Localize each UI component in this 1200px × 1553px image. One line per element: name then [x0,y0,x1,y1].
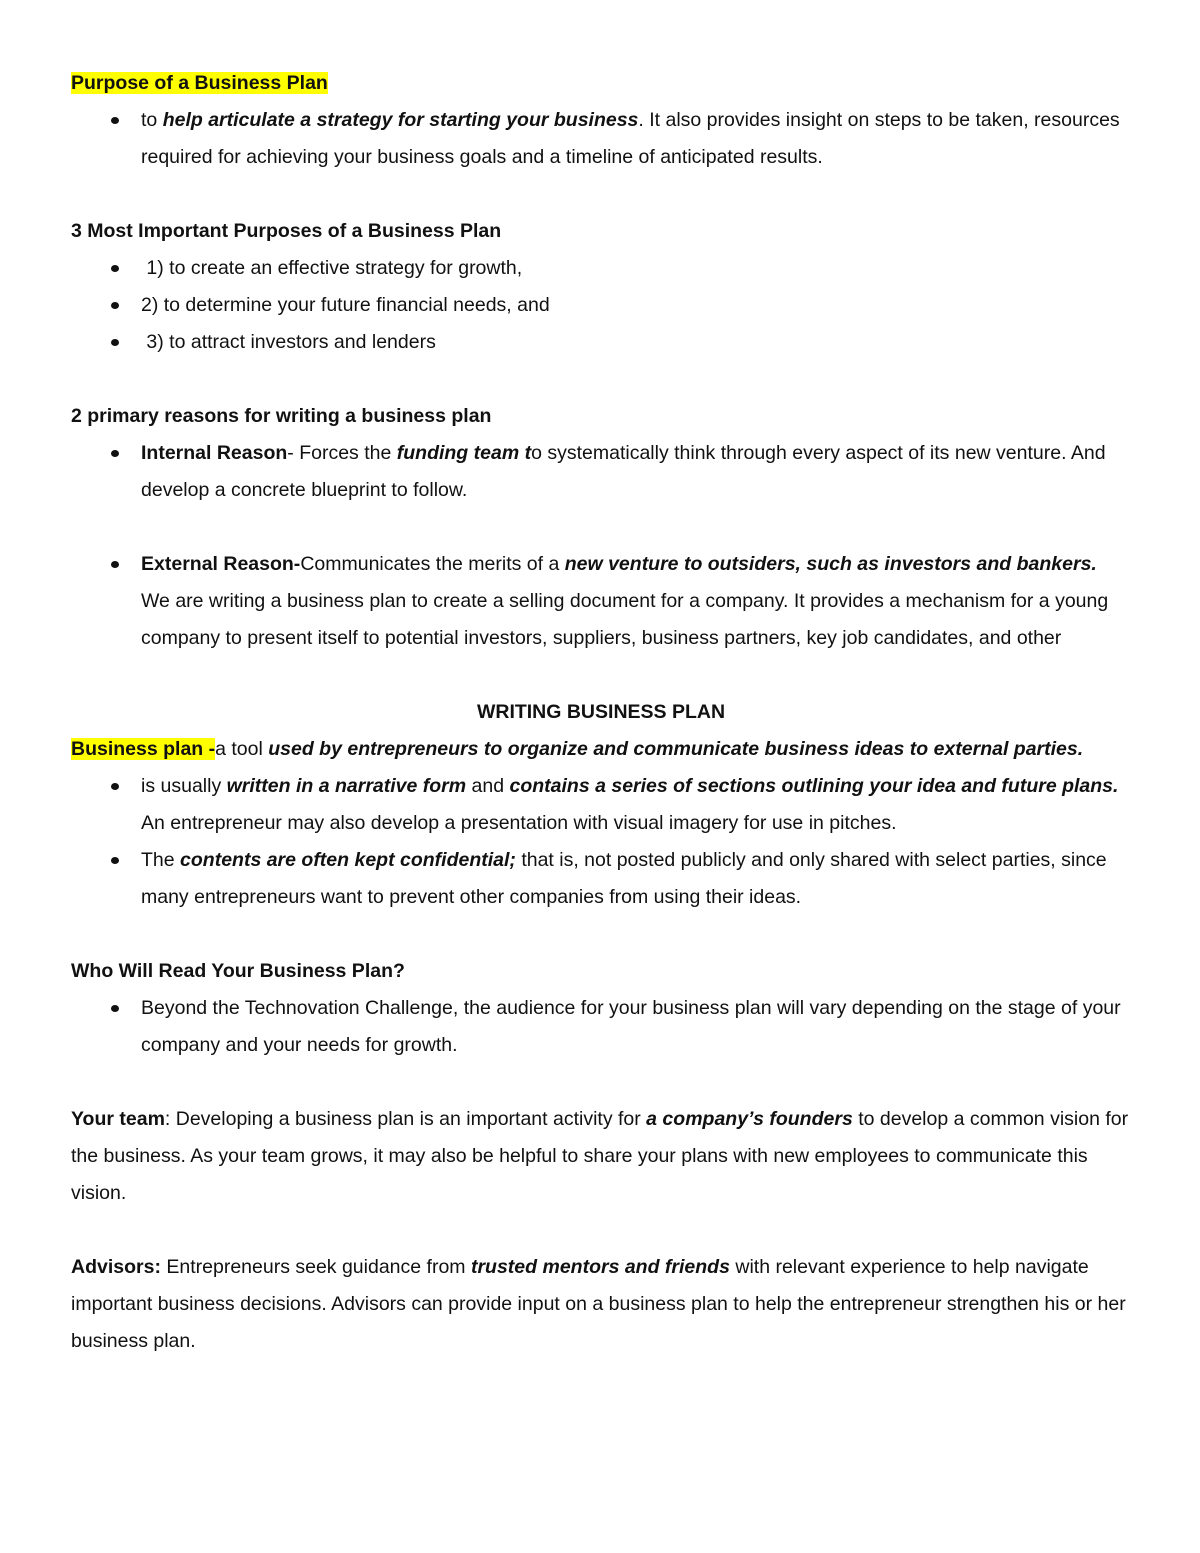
purpose-heading: Purpose of a Business Plan [71,72,328,94]
list-item: is usually written in a narrative form and contains a series of sections outlining your idea and future plans. An entrepreneur may also develop a presentation with visual imagery for use in pitches. [71,768,1131,842]
bullet-icon [111,857,119,864]
three-purposes-heading: 3 Most Important Purposes of a Business Plan [71,220,502,242]
list-item: 2) to determine your future financial needs, and [71,287,1131,324]
list-item-external-reason: External Reason-Communicates the merits of a new venture to outsiders, such as investors and bankers. We are writing a business plan to create a selling document for a company. It provides a mechanism for a young company to present itself to potential investors, suppliers, business partners, key job candidates, and other [71,546,1131,657]
bullet-icon [111,339,119,346]
who-list [71,990,1131,1064]
bullet-icon [111,302,119,309]
bullet-icon [111,265,119,272]
advisors-paragraph: Advisors: Entrepreneurs seek guidance from trusted mentors and friends with relevant experience to help navigate important business decisions. Advisors can provide input on a business plan to help the entrepreneur strengthen his or her business plan. [71,1256,1126,1352]
bullet-icon [111,1005,119,1012]
writing-list [71,768,1131,916]
document-page [71,65,1131,1360]
bullet-icon [111,561,119,568]
bullet-icon [111,783,119,790]
two-reasons-list-2 [71,546,1131,657]
writing-title: WRITING BUSINESS PLAN [476,701,726,723]
list-item: Beyond the Technovation Challenge, the audience for your business plan will vary depending on the stage of your company and your needs for growth. [71,990,1131,1064]
bullet-icon [111,117,119,124]
list-item: The contents are often kept confidential; that is, not posted publicly and only shared with select parties, since many entrepreneurs want to prevent other companies from using their ideas. [71,842,1131,916]
two-reasons-heading: 2 primary reasons for writing a business plan [71,405,492,427]
list-item: to help articulate a strategy for starting your business. It also provides insight on steps to be taken, resources required for achieving your business goals and a timeline of anticipated results. [71,102,1131,176]
purpose-list [71,102,1131,176]
your-team-paragraph: Your team: Developing a business plan is an important activity for a company’s founders to develop a common vision for the business. As your team grows, it may also be helpful to share your plans with new employees to communicate this vision. [71,1108,1129,1204]
two-reasons-list [71,435,1131,509]
list-item: 3) to attract investors and lenders [71,324,1131,361]
bullet-icon [111,450,119,457]
list-item-internal-reason: Internal Reason- Forces the funding team to systematically think through every aspect of its new venture. And develop a concrete blueprint to follow. [71,435,1131,509]
list-item: 1) to create an effective strategy for growth, [71,250,1131,287]
three-purposes-list [71,250,1131,361]
who-heading: Who Will Read Your Business Plan? [71,960,405,982]
business-plan-definition: Business plan -a tool used by entrepreneurs to organize and communicate business ideas to external parties. [71,738,1084,760]
